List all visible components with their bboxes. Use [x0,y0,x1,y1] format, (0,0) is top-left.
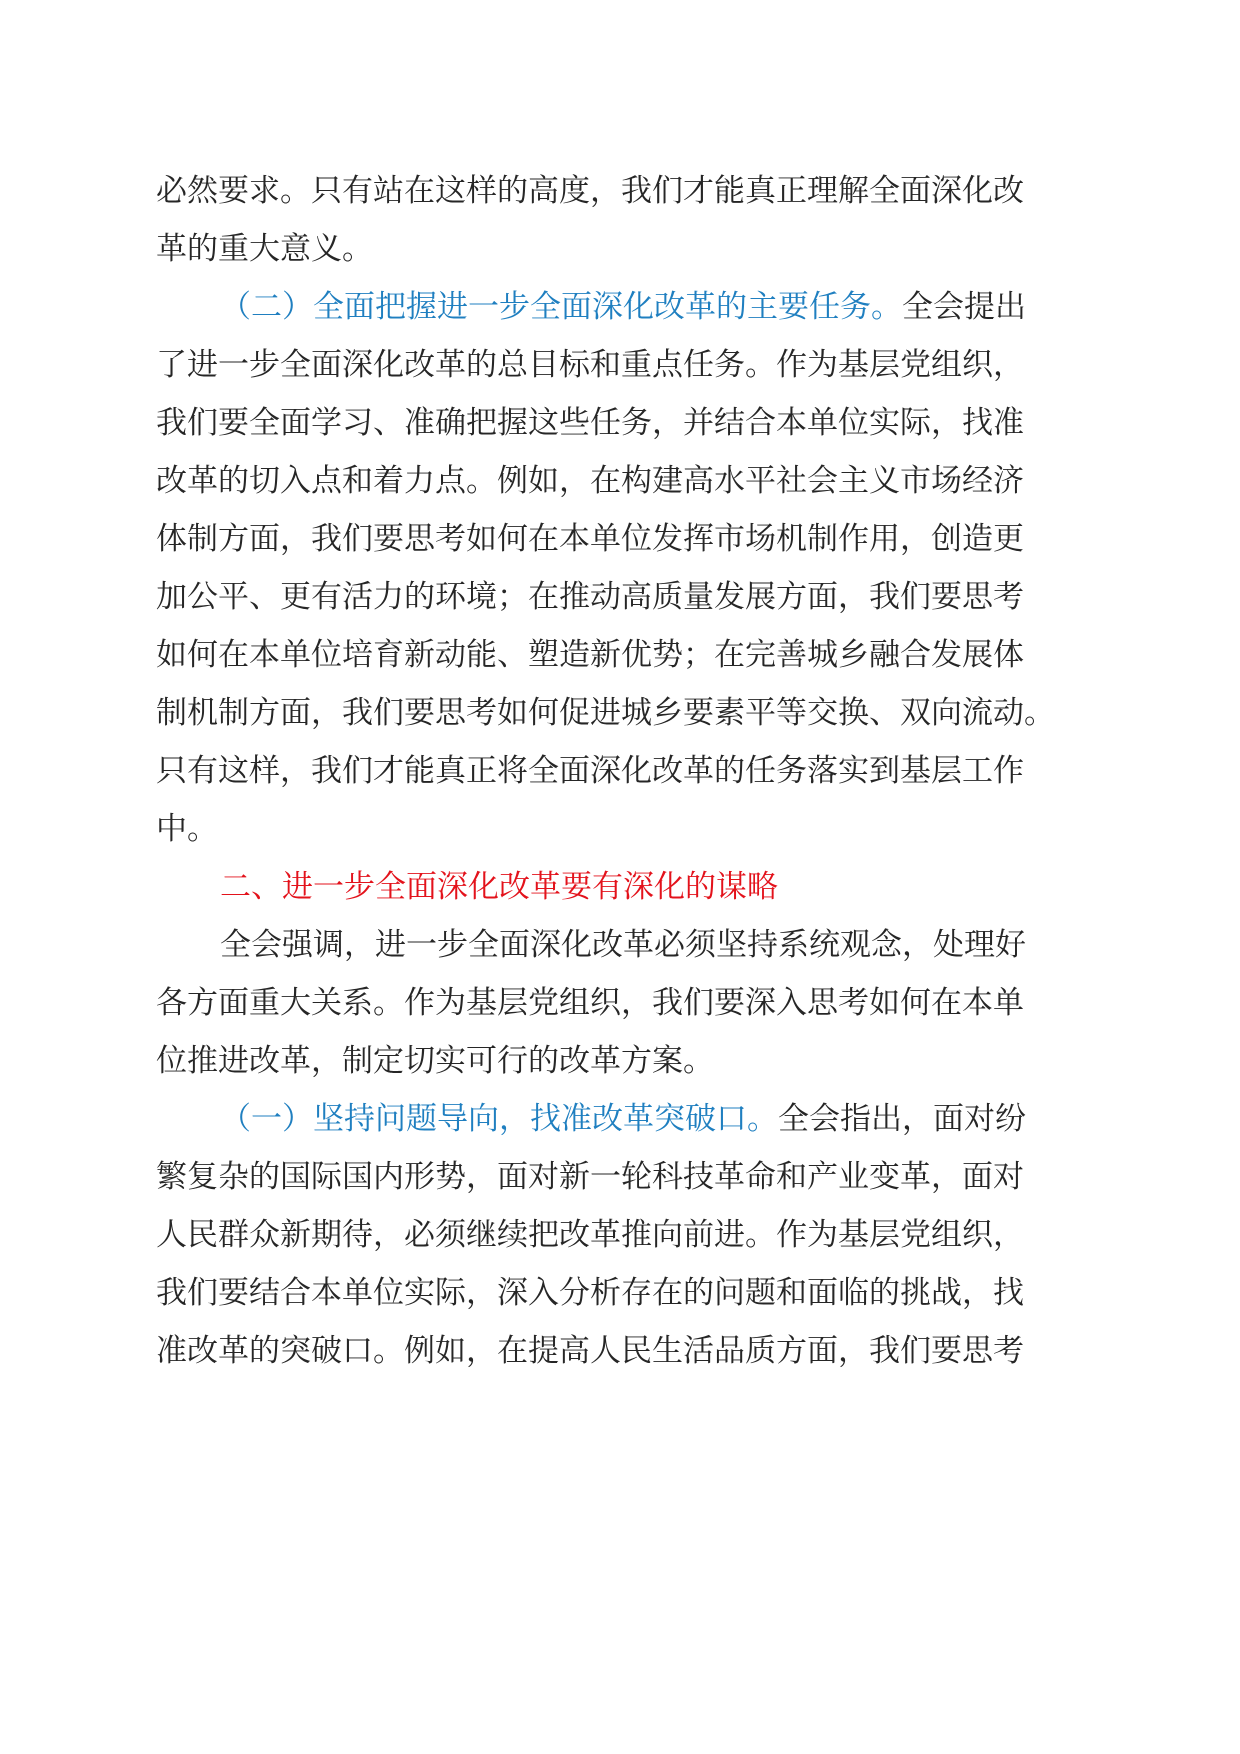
paragraph-line: 全会强调，进一步全面深化改革必须坚持系统观念，处理好 [220,927,1026,963]
paragraph-line: 位推进改革，制定切实可行的改革方案。 [156,1043,714,1079]
subheading-task: （二）全面把握进一步全面深化改革的主要任务。 [220,289,902,325]
paragraph-line: 只有这样，我们才能真正将全面深化改革的任务落实到基层工作 [156,753,1024,789]
paragraph-line: 我们要全面学习、准确把握这些任务，并结合本单位实际，找准 [156,405,1024,441]
paragraph-line: 必然要求。只有站在这样的高度，我们才能真正理解全面深化改 [156,173,1024,209]
paragraph-line: 人民群众新期待，必须继续把改革推向前进。作为基层党组织， [156,1217,1024,1253]
paragraph-line: 如何在本单位培育新动能、塑造新优势；在完善城乡融合发展体 [156,637,1024,673]
paragraph-line-with-subheading [220,282,1220,332]
paragraph-line: 改革的切入点和着力点。例如，在构建高水平社会主义市场经济 [156,463,1024,499]
paragraph-line: 革的重大意义。 [156,231,373,267]
paragraph-line: 了进一步全面深化改革的总目标和重点任务。作为基层党组织， [156,347,1024,383]
paragraph-line: 我们要结合本单位实际，深入分析存在的问题和面临的挑战，找 [156,1275,1024,1311]
paragraph-line: 各方面重大关系。作为基层党组织，我们要深入思考如何在本单 [156,985,1024,1021]
paragraph-line-with-subheading [220,1094,1220,1144]
paragraph-line: 体制方面，我们要思考如何在本单位发挥市场机制作用，创造更 [156,521,1024,557]
paragraph-text: 全会提出 [902,289,1026,325]
section-heading: 二、进一步全面深化改革要有深化的谋略 [220,869,778,905]
subheading-problem-oriented: （一）坚持问题导向，找准改革突破口。 [220,1101,778,1137]
paragraph-line: 准改革的突破口。例如，在提高人民生活品质方面，我们要思考 [156,1333,1024,1369]
paragraph-line: 加公平、更有活力的环境；在推动高质量发展方面，我们要思考 [156,579,1024,615]
paragraph-line: 繁复杂的国际国内形势，面对新一轮科技革命和产业变革，面对 [156,1159,1024,1195]
paragraph-text: 全会指出，面对纷 [778,1101,1026,1137]
paragraph-line: 中。 [156,811,218,847]
paragraph-line: 制机制方面，我们要思考如何促进城乡要素平等交换、双向流动。 [156,695,1055,731]
